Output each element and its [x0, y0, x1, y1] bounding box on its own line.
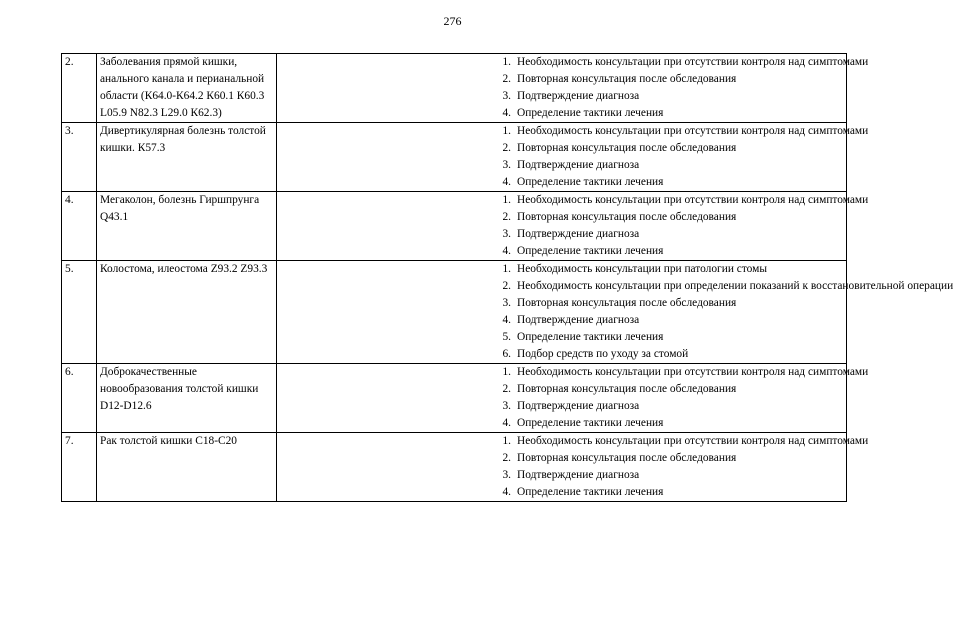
reason-item: [280, 415, 843, 432]
reasons-list: [280, 261, 953, 363]
reason-number: 2.: [502, 73, 511, 85]
reason-number: 5.: [502, 331, 511, 343]
reason-item: [280, 71, 843, 88]
reason-item: [280, 450, 843, 467]
reason-item: [280, 157, 843, 174]
reason-item: [280, 174, 843, 191]
reason-item: [280, 140, 843, 157]
reason-item: [280, 346, 843, 363]
reason-number: 3.: [502, 297, 511, 309]
reason-number: 4.: [502, 486, 511, 498]
reason-item: [280, 209, 843, 226]
reason-text: Необходимость консультации при отсутствии контроля над симптомами: [517, 194, 869, 206]
disease-name: Колостома, илеостома Z93.2 Z93.3: [97, 261, 277, 364]
reasons-cell: [277, 364, 869, 433]
reason-number: 2.: [502, 452, 511, 464]
reason-text: Необходимость консультации при отсутствии контроля над симптомами: [517, 125, 869, 137]
reason-text: Подтверждение диагноза: [517, 90, 640, 102]
reason-text: Определение тактики лечения: [517, 417, 664, 429]
consultation-table: [61, 53, 953, 502]
reason-text: Необходимость консультации при отсутствии контроля над симптомами: [517, 435, 869, 447]
reason-number: 1.: [502, 263, 511, 275]
reasons-list: [280, 364, 869, 432]
reason-text: Повторная консультация после обследования: [517, 142, 737, 154]
disease-name: Доброкачественные новообразования толстой кишки D12-D12.6: [97, 364, 277, 433]
table-row: [62, 364, 847, 433]
disease-name: Заболевания прямой кишки, анального канала и перианальной области (К64.0-К64.2 К60.1 К60.3 L05.9 N82.3 L29.0 К62.3): [97, 54, 277, 123]
reason-text: Определение тактики лечения: [517, 107, 664, 119]
reason-text: Определение тактики лечения: [517, 331, 664, 343]
reason-item: [280, 398, 843, 415]
row-number: 2.: [62, 54, 97, 123]
reason-item: [280, 192, 869, 209]
reason-item: [280, 105, 843, 122]
reasons-list: [280, 123, 869, 191]
reasons-list: [280, 192, 869, 260]
table-row: [62, 123, 847, 192]
reason-number: 1.: [502, 194, 511, 206]
reason-number: 4.: [502, 245, 511, 257]
reason-number: 1.: [502, 125, 511, 137]
reasons-cell: [277, 192, 869, 261]
reason-text: Определение тактики лечения: [517, 176, 664, 188]
reason-item: [280, 312, 843, 329]
reason-text: Повторная консультация после обследования: [517, 383, 737, 395]
reason-number: 3.: [502, 228, 511, 240]
reason-text: Повторная консультация после обследования: [517, 452, 737, 464]
page-number: 276: [443, 14, 462, 28]
reason-number: 1.: [502, 366, 511, 378]
reason-number: 2.: [502, 142, 511, 154]
table-row: [62, 433, 847, 502]
reason-text: Подтверждение диагноза: [517, 159, 640, 171]
reason-text: Подтверждение диагноза: [517, 469, 640, 481]
reason-number: 4.: [502, 314, 511, 326]
reason-number: 2.: [502, 280, 511, 292]
row-number: 5.: [62, 261, 97, 364]
disease-name: Мегаколон, болезнь Гиршпрунга Q43.1: [97, 192, 277, 261]
reason-item: [280, 261, 843, 278]
table-row: [62, 54, 847, 123]
reason-item: [280, 467, 843, 484]
reasons-cell: [277, 261, 953, 364]
reason-item: [280, 278, 953, 295]
reason-item: [280, 243, 843, 260]
reason-number: 3.: [502, 159, 511, 171]
reason-item: [280, 88, 843, 105]
reasons-list: [280, 433, 869, 501]
reason-item: [280, 329, 843, 346]
reason-number: 4.: [502, 417, 511, 429]
table-row: [62, 192, 847, 261]
reason-text: Повторная консультация после обследования: [517, 211, 737, 223]
reasons-cell: [277, 433, 869, 502]
reason-number: 4.: [502, 176, 511, 188]
row-number: 7.: [62, 433, 97, 502]
disease-name: Рак толстой кишки С18-С20: [97, 433, 277, 502]
row-number: 6.: [62, 364, 97, 433]
reason-number: 4.: [502, 107, 511, 119]
reason-number: 1.: [502, 56, 511, 68]
reason-number: 3.: [502, 469, 511, 481]
reason-text: Подтверждение диагноза: [517, 314, 640, 326]
table-body: [62, 54, 953, 502]
reason-text: Необходимость консультации при определении показаний к восстановительной операции: [517, 280, 953, 292]
reason-item: [280, 381, 843, 398]
reason-text: Подбор средств по уходу за стомой: [517, 348, 689, 360]
reason-item: [280, 54, 869, 71]
reason-text: Необходимость консультации при отсутствии контроля над симптомами: [517, 56, 869, 68]
reason-item: [280, 295, 843, 312]
reasons-cell: [277, 123, 869, 192]
reason-text: Определение тактики лечения: [517, 486, 664, 498]
row-number: 3.: [62, 123, 97, 192]
reason-text: Подтверждение диагноза: [517, 400, 640, 412]
reasons-list: [280, 54, 869, 122]
reason-number: 2.: [502, 383, 511, 395]
reason-number: 3.: [502, 400, 511, 412]
disease-name: Дивертикулярная болезнь толстой кишки. К57.3: [97, 123, 277, 192]
reason-item: [280, 123, 869, 140]
reason-number: 3.: [502, 90, 511, 102]
reason-text: Необходимость консультации при патологии стомы: [517, 263, 767, 275]
reason-text: Необходимость консультации при отсутствии контроля над симптомами: [517, 366, 869, 378]
reason-text: Определение тактики лечения: [517, 245, 664, 257]
row-number: 4.: [62, 192, 97, 261]
reason-text: Повторная консультация после обследования: [517, 297, 737, 309]
reason-number: 6.: [502, 348, 511, 360]
reason-number: 1.: [502, 435, 511, 447]
reason-text: Подтверждение диагноза: [517, 228, 640, 240]
reason-item: [280, 364, 869, 381]
table-row: [62, 261, 847, 364]
reason-number: 2.: [502, 211, 511, 223]
reason-item: [280, 226, 843, 243]
reasons-cell: [277, 54, 869, 123]
reason-item: [280, 484, 843, 501]
reason-text: Повторная консультация после обследования: [517, 73, 737, 85]
reason-item: [280, 433, 869, 450]
